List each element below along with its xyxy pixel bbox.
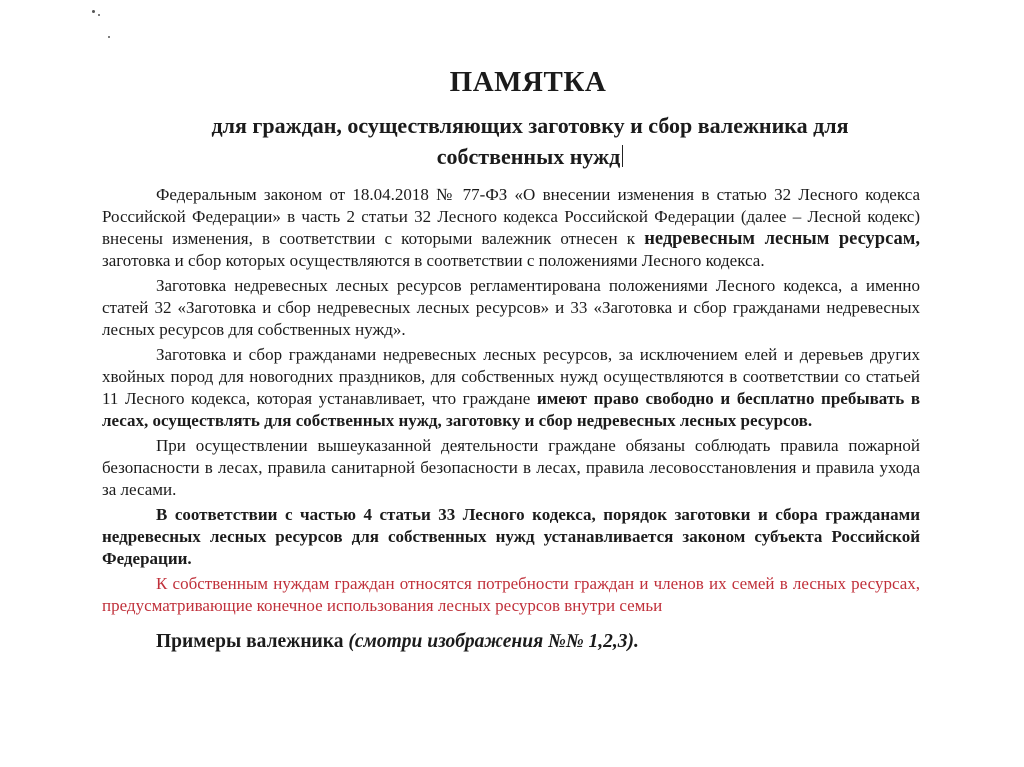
paragraph-3-text: Заготовка и сбор гражданами недревесных лесных ресурсов, за исключением елей и деревьев других хвойных пород для новогодних праздников, для собственных нужд осуществляются в соответствии со статьей 11 Лесного кодекса, которая устанавливает, что граждане [102,345,920,408]
paragraph-1-bold: недревесным лесным ресурсам, [644,229,920,249]
paragraph-1-text: Федеральным законом от 18.04.2018 № 77-ФЗ «О внесении изменения в статью 32 Лесного кодекса Российской Федерации» в часть 2 статьи 32 Лесного кодекса Российской Федерации (далее – Лесной кодекс) внесены изменения, в соответствии с которыми валежник отнесен к [102,185,920,248]
paragraph-1 [102,184,920,272]
subtitle-text: для граждан, осуществляющих заготовку и сбор валежника для собственных нужд [211,113,849,169]
paragraph-4: При осуществлении вышеуказанной деятельности граждане обязаны соблюдать правила пожарной безопасности в лесах, правила санитарной безопасности в лесах, правила лесовосстановления и правила ухода за лесами. [102,436,920,499]
document-title: ПАМЯТКА [449,66,607,98]
paragraph-3 [102,344,920,432]
paragraph-6: К собственным нуждам граждан относятся потребности граждан и членов их семей в лесных ресурсах, предусматривающие конечное использования лесных ресурсов внутри семьи [102,574,920,615]
scan-specks [88,6,128,46]
document-subtitle [150,110,910,172]
examples-heading [102,631,920,653]
examples-label: Примеры валежника [156,631,344,652]
text-cursor [622,145,623,167]
paragraph-2: Заготовка недревесных лесных ресурсов регламентирована положениями Лесного кодекса, а именно статей 32 «Заготовка и сбор недревесных лесных ресурсов» и 33 «Заготовка и сбор гражданами недревесных лесных ресурсов для собственных нужд». [102,276,920,339]
paragraph-3-bold: имеют право свободно и бесплатно пребывать в лесах, осуществлять для собственных нужд, заготовку и сбор недревесных лесных ресурсов. [102,389,921,430]
examples-note: (смотри изображения №№ 1,2,3). [348,631,639,652]
paragraph-1-tail: заготовка и сбор которых осуществляются в соответствии с положениями Лесного кодекса. [102,251,765,270]
paragraph-5: В соответствии с частью 4 статьи 33 Лесного кодекса, порядок заготовки и сбора гражданами недревесных лесных ресурсов для собственных нужд устанавливается законом субъекта Российской Федерации. [102,505,920,568]
document-body [102,184,920,656]
